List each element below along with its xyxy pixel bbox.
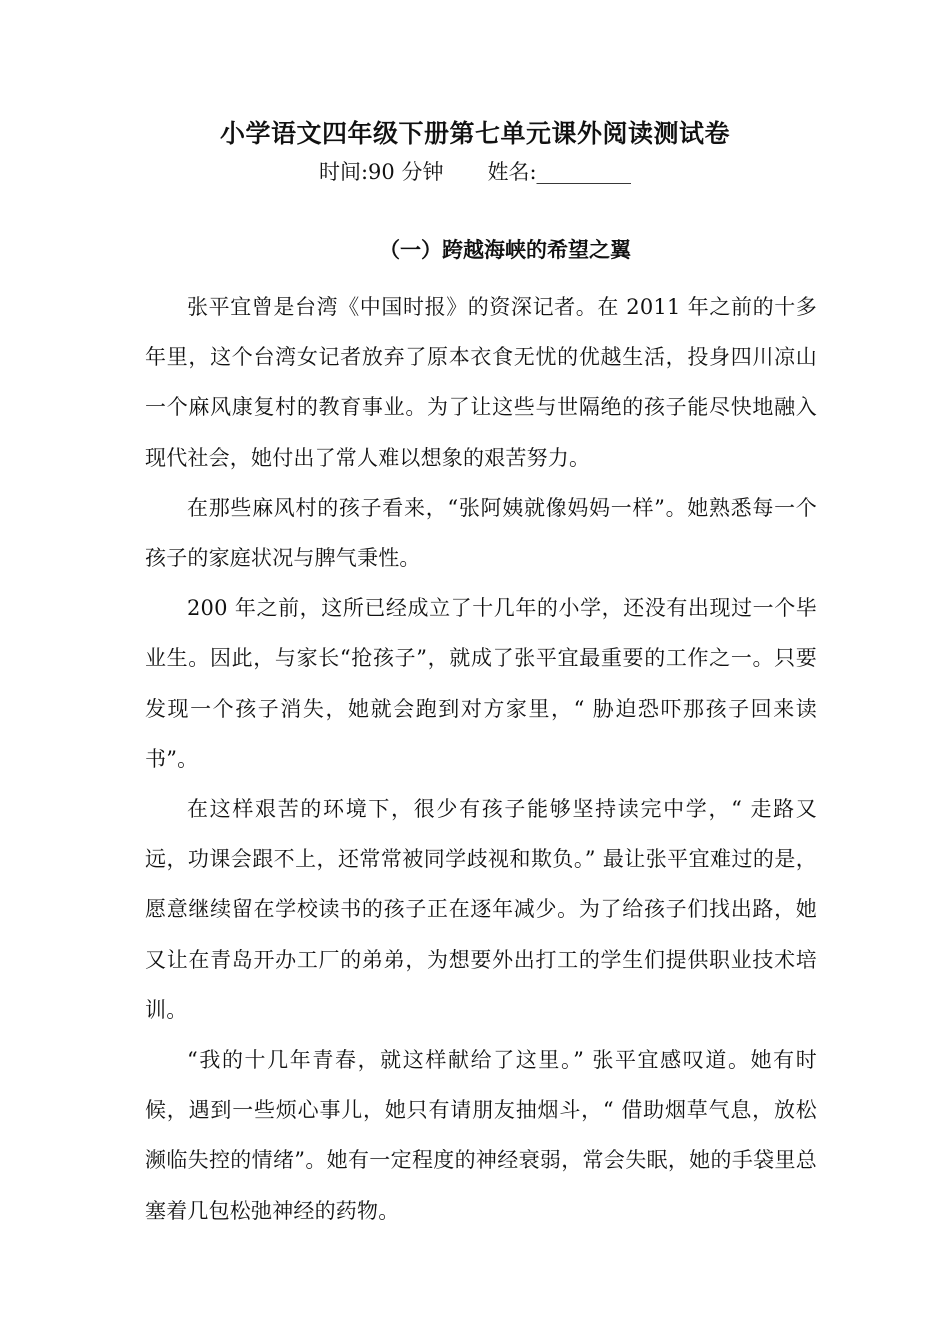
document-meta xyxy=(0,157,950,187)
time-label: 时间:90 分钟 xyxy=(318,160,444,184)
document-title: 小学语文四年级下册第七单元课外阅读测试卷 xyxy=(219,119,730,148)
paragraph: “我的十几年青春，就这样献给了这里。” 张平宜感叹道。她有时候，遇到一些烦心事儿，她只有请朋友抽烟斗，“ 借助烟草气息，放松濒临失控的情绪”。她有一定程度的神经衰弱，常会失眠，她的手袋里总塞着几包松弛神经的药物。 xyxy=(145,1048,817,1223)
name-label: 姓名:_________ xyxy=(487,160,632,184)
paragraph: 在这样艰苦的环境下，很少有孩子能够坚持读完中学，“ 走路又远，功课会跟不上，还常常被同学歧视和欺负。” 最让张平宜难过的是，愿意继续留在学校读书的孩子正在逐年减少。为了给孩子们找出路，她又让在青岛开办工厂的弟弟，为想要外出打工的学生们提供职业技术培训。 xyxy=(145,797,817,1022)
paragraph: 200 年之前，这所已经成立了十几年的小学，还没有出现过一个毕业生。因此，与家长“抢孩子”，就成了张平宜最重要的工作之一。只要发现一个孩子消失，她就会跑到对方家里，“ 胁迫恐吓那孩子回来读书”。 xyxy=(145,596,817,771)
paragraph: 在那些麻风村的孩子看来，“张阿姨就像妈妈一样”。她熟悉每一个孩子的家庭状况与脾气秉性。 xyxy=(145,495,817,571)
paragraph: 张平宜曾是台湾《中国时报》的资深记者。在 2011 年之前的十多年里，这个台湾女记者放弃了原本衣食无忧的优越生活，投身四川凉山一个麻风康复村的教育事业。为了让这些与世隔绝的孩子能尽快地融入现代社会，她付出了常人难以想象的艰苦努力。 xyxy=(145,295,817,470)
section-title: （一）跨越海峡的希望之翼 xyxy=(379,238,631,262)
reading-passage xyxy=(145,282,817,1236)
